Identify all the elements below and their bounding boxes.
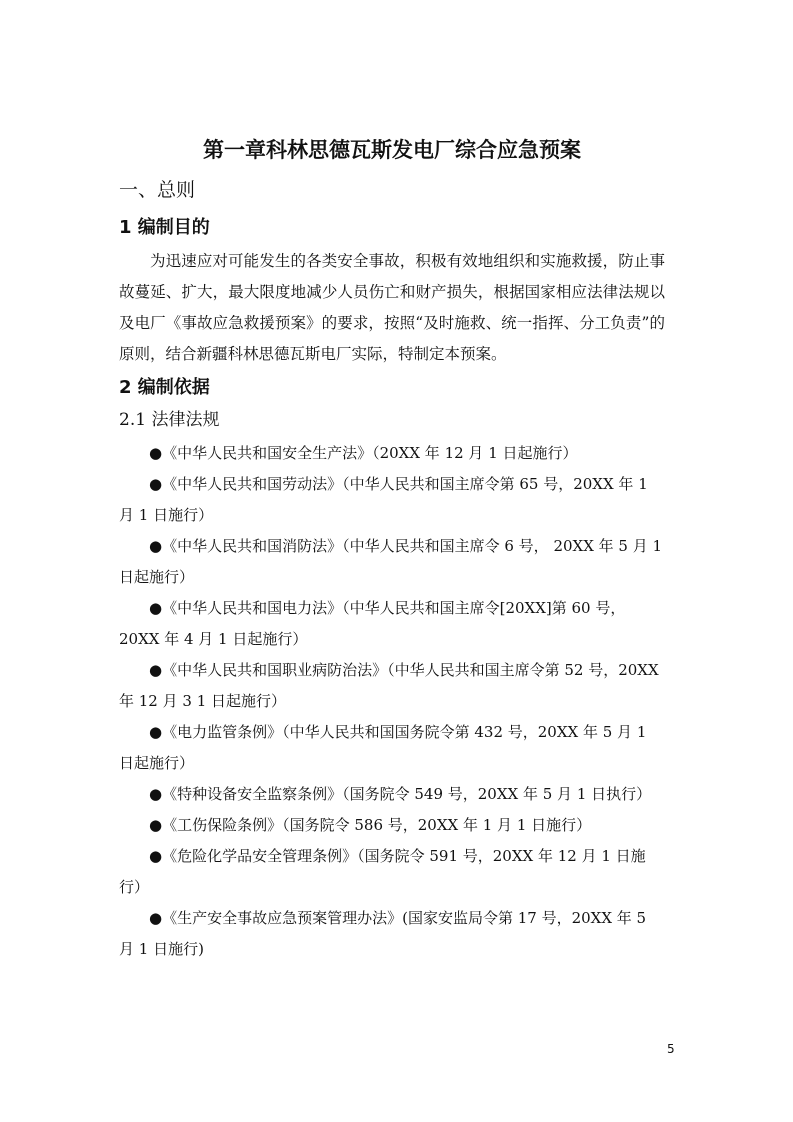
list-item: ●《危险化学品安全管理条例》（国务院令 591 号，20XX 年 12 月 1 日施行） [119,847,646,896]
list-item: ●《电力监管条例》（中华人民共和国国务院令第 432 号，20XX 年 5 月 1 日起施行） [119,723,647,772]
list-item: ●《中华人民共和国职业病防治法》（中华人民共和国主席令第 52 号，20XX 年 12 月 3 1 日起施行） [119,661,659,710]
list-item: ●《中华人民共和国电力法》（中华人民共和国主席令[20XX]第 60 号，20XX 年 4 月 1 日起施行） [119,599,626,648]
section-heading: 一、总则 [119,179,196,201]
list-item: ●《工伤保险条例》（国务院令 586 号，20XX 年 1 月 1 日施行） [149,816,592,834]
chapter-title: 第一章科林思德瓦斯发电厂综合应急预案 [203,138,581,162]
subsection-heading: 1 编制目的 [119,217,210,238]
subsection-heading: 2 编制依据 [119,377,210,398]
list-item: ●《生产安全事故应急预案管理办法》(国家安监局令第 17 号，20XX 年 5 月 1 日施行) [119,909,647,958]
page-number: 5 [667,1042,675,1056]
list-item: ●《中华人民共和国劳动法》（中华人民共和国主席令第 65 号，20XX 年 1 月 1 日施行） [119,475,648,524]
list-item: ●《中华人民共和国安全生产法》（20XX 年 12 月 1 日起施行） [149,444,578,462]
law-list [119,438,665,965]
list-item: ●《中华人民共和国消防法》（中华人民共和国主席令 6 号， 20XX 年 5 月 1 日起施行） [119,537,663,586]
purpose-paragraph: 为迅速应对可能发生的各类安全事故，积极有效地组织和实施救援，防止事故蔓延、扩大，最大限度地减少人员伤亡和财产损失，根据国家相应法律法规以及电厂《事故应急救援预案》的要求，按照“及时施救、统一指挥、分工负责”的原则，结合新疆科林思德瓦斯电厂实际，特制定本预案。 [119,252,665,363]
list-item: ●《特种设备安全监察条例》（国务院令 549 号，20XX 年 5 月 1 日执行） [149,785,652,803]
document-page [119,136,665,965]
subsubsection-heading: 2.1 法律法规 [119,410,220,430]
